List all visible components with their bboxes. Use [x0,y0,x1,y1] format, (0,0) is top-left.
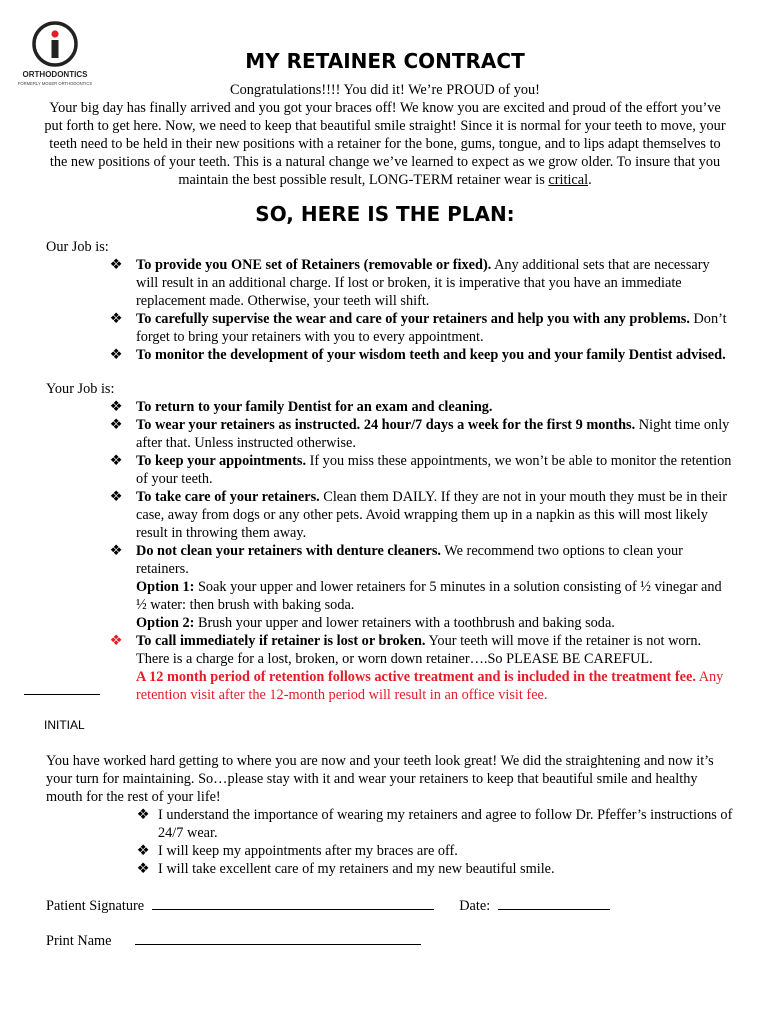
agreement-text: I will keep my appointments after my braces are off. [158,843,458,859]
diamond-bullet-icon: ❖ [109,489,123,505]
item-bold: Do not clean your retainers with denture cleaners. [136,543,441,559]
item-text: Don’t forget to bring your retainers with you to every appointment. [136,311,727,345]
item-bold: To monitor the development of your wisdom teeth and keep you and your family Dentist advised. [136,347,726,363]
diamond-bullet-icon: ❖ [109,453,123,469]
signature-label: Patient Signature [46,898,145,914]
agreement-list [136,806,736,878]
item-text: Clean them DAILY. If they are not in your mouth they must be in their case, away from dogs or any other pets. Avoid wrapping them up in a napkin as this will most likely result in throwing them away. [136,489,727,541]
cleaning-option-1 [106,578,734,614]
diamond-bullet-icon: ❖ [109,417,123,433]
item-bold: To take care of your retainers. [136,489,320,505]
list-item [106,632,734,704]
item-text: Any additional sets that are necessary will result in an additional charge. If lost or broken, it is imperative that you have an immediate replacement made. Otherwise, your teeth will shift. [136,257,710,309]
intro-end: . [588,172,592,188]
diamond-bullet-icon: ❖ [109,399,123,415]
list-item [106,416,734,452]
diamond-bullet-icon: ❖ [136,861,150,877]
print-name-line[interactable] [135,932,421,945]
agreement-text: I understand the importance of wearing my retainers and agree to follow Dr. Pfeffer’s instructions of 24/7 wear. [158,807,733,841]
intro-body: Your big day has finally arrived and you got your braces off! We know you are excited and proud of the effort you’ve put forth to get here. Now, we need to keep that beautiful smile straight! Since it is normal for your teeth to move, your teeth need to be held in their new positions with a retainer for the bone, gums, tongue, and to lips adapt themselves to the new positions of your teeth. This is a natural change we’ve learned to expect as we grow older. To insure that you maintain the best possible result, LONG-TERM retainer wear is [44,100,726,188]
our-job-label: Our Job is: [46,239,109,255]
your-job-list [106,398,734,704]
list-item [106,346,734,364]
page-title: MY RETAINER CONTRACT [245,49,525,73]
cleaning-option-2 [106,614,734,632]
print-name-row [46,932,421,950]
diamond-bullet-icon: ❖ [109,347,123,363]
item-text: Your teeth will move if the retainer is not worn. There is a charge for a lost, broken, or worn down retainer….So PLEASE BE CAREFUL. [136,633,702,667]
list-item [136,842,736,860]
diamond-bullet-icon: ❖ [109,543,123,559]
diamond-bullet-icon: ❖ [109,257,123,273]
date-label: Date: [459,898,491,914]
list-item [136,806,736,842]
list-item [106,452,734,488]
signature-row [46,897,610,915]
diamond-bullet-icon: ❖ [136,843,150,859]
initial-line[interactable] [24,694,100,695]
item-bold: To return to your family Dentist for an exam and cleaning. [136,399,493,415]
intro-section [40,81,730,189]
date-line[interactable] [498,897,610,910]
retention-notice-bold: A 12 month period of retention follows active treatment and is included in the treatment fee. [136,669,696,685]
retention-notice-text: Any retention visit after the 12-month period will result in an office visit fee. [136,669,724,703]
closing-paragraph: You have worked hard getting to where you are now and your teeth look great! We did the straightening and now it’s your turn for maintaining. So…please stay with it and wear your retainers to keep that beautiful smile and healthy mouth for the rest of your life! [46,753,714,805]
plan-heading: SO, HERE IS THE PLAN: [255,202,515,226]
item-bold: To provide you ONE set of Retainers (removable or fixed). [136,257,492,273]
list-item [106,542,734,578]
option-label: Option 2: [136,615,195,631]
item-bold: To wear your retainers as instructed. 24 hour/7 days a week for the first 9 months. [136,417,636,433]
item-bold: To keep your appointments. [136,453,307,469]
list-item [106,398,734,416]
item-bold: To call immediately if retainer is lost or broken. [136,633,426,649]
logo-brand: ORTHODONTICS [22,70,88,79]
list-item [136,860,736,878]
item-text: We recommend two options to clean your retainers. [136,543,683,577]
diamond-bullet-icon: ❖ [109,633,123,649]
option-text: Brush your upper and lower retainers with a toothbrush and baking soda. [194,615,615,631]
item-text: If you miss these appointments, we won’t be able to monitor the retention of your teeth. [136,453,732,487]
option-label: Option 1: [136,579,195,595]
diamond-bullet-icon: ❖ [109,311,123,327]
list-item [106,310,734,346]
list-item [106,256,734,310]
initial-label: INITIAL [44,718,85,732]
intro-paragraph [40,99,730,189]
print-name-label: Print Name [46,933,112,949]
agreement-text: I will take excellent care of my retainers and my new beautiful smile. [158,861,555,877]
list-item [106,488,734,542]
signature-line[interactable] [152,897,434,910]
our-job-list [106,256,734,364]
congrats-line: Congratulations!!!! You did it! We’re PROUD of you! [230,82,540,98]
your-job-label: Your Job is: [46,381,115,397]
diamond-bullet-icon: ❖ [136,807,150,823]
item-bold: To carefully supervise the wear and care of your retainers and help you with any problems. [136,311,690,327]
critical-word: critical [548,172,589,188]
option-text: Soak your upper and lower retainers for 5 minutes in a solution consisting of ½ vinegar and ½ water: then brush with baking soda. [136,579,722,613]
item-text: Night time only after that. Unless instructed otherwise. [136,417,730,451]
logo-formerly: FORMERLY MOSER ORTHODONTICS [17,81,93,86]
